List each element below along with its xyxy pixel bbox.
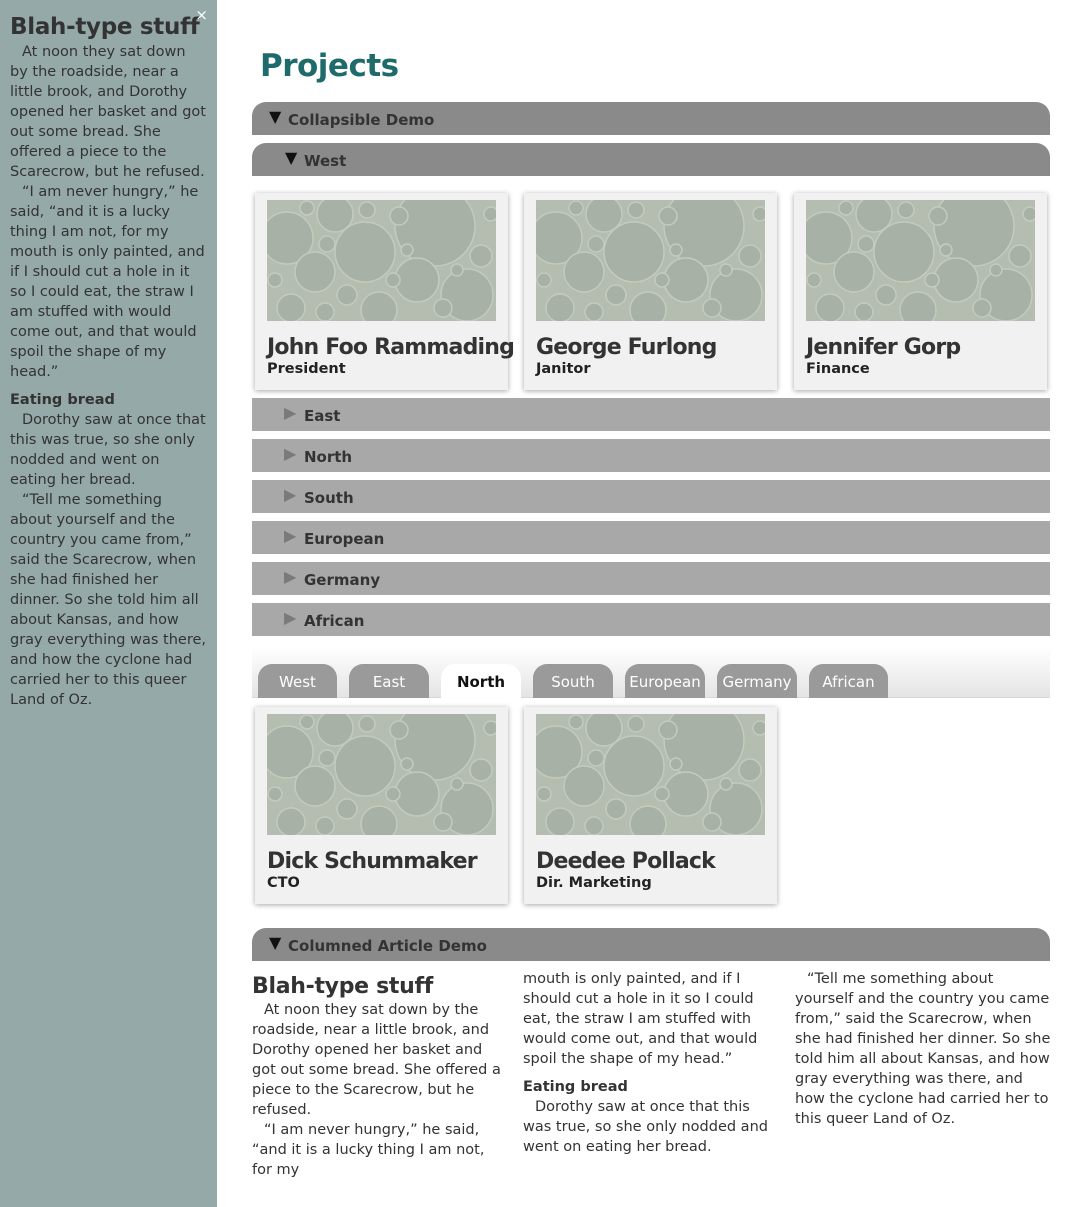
article-heading: Blah-type stuff — [252, 974, 434, 999]
page-title: Projects — [260, 48, 399, 84]
tab-african[interactable]: African — [809, 664, 888, 698]
profile-card[interactable] — [524, 193, 777, 390]
sidebar-subheading: Eating bread — [10, 392, 115, 408]
profile-card[interactable] — [255, 193, 515, 390]
tab-strip — [252, 647, 1050, 698]
article-paragraph: mouth is only painted, and if I should cut a hole in it so I could eat, the straw I am stuffed with would come out, and that would spoil the shape of my head.” — [523, 971, 758, 1067]
sidebar-paragraph: At noon they sat down by the roadside, near a little brook, and Dorothy opened her basket and got out some bread. She offered a piece to the Scarecrow, but he refused. — [10, 44, 206, 180]
section-west-label: West — [304, 152, 347, 170]
profile-role: Dir. Marketing — [536, 875, 652, 891]
article-column-2 — [523, 969, 779, 1157]
profile-role: CTO — [267, 875, 300, 891]
sidebar-paragraph: Dorothy saw at once that this was true, so she only nodded and went on eating her bread. — [10, 412, 206, 488]
sidebar-paragraph: “Tell me something about yourself and the country you came from,” said the Scarecrow, when she had finished her dinner. So she told him all about Kansas, and how gray everything was there, and how the cyclone had carried her to this queer Land of Oz. — [10, 492, 206, 708]
article-subheading: Eating bread — [523, 1079, 628, 1095]
section-germany-header[interactable] — [252, 562, 1050, 595]
triangle-right-icon: ▶ — [284, 403, 297, 422]
article-paragraph: At noon they sat down by the roadside, near a little brook, and Dorothy opened her basket and got out some bread. She offered a piece to the Scarecrow, but he refused. — [252, 1002, 501, 1118]
profile-role: Finance — [806, 361, 870, 377]
section-label: Germany — [304, 571, 381, 589]
section-south-header[interactable] — [252, 480, 1050, 513]
profile-name: Deedee Pollack — [536, 849, 715, 874]
collapsible-demo-label: Collapsible Demo — [288, 111, 435, 129]
triangle-right-icon: ▶ — [284, 567, 297, 586]
collapsible-demo-header[interactable] — [252, 102, 1050, 135]
section-east-header[interactable] — [252, 398, 1050, 431]
tab-east[interactable]: East — [349, 664, 429, 698]
section-label: African — [304, 612, 365, 630]
section-label: East — [304, 407, 341, 425]
article-paragraph: “I am never hungry,” he said, “and it is a lucky thing I am not, for my — [252, 1122, 485, 1178]
sidebar-paragraph: “I am never hungry,” he said, “and it is a lucky thing I am not, for my mouth is only painted, and if I should cut a hole in it so I could eat, the straw I am stuffed with would come out, and that would spoil the shape of my head.” — [10, 184, 205, 380]
section-label: North — [304, 448, 353, 466]
section-label: European — [304, 530, 385, 548]
section-west-header[interactable] — [252, 143, 1050, 176]
article-column-1 — [252, 968, 508, 1180]
section-european-header[interactable] — [252, 521, 1050, 554]
profile-image — [536, 714, 765, 835]
profile-image — [267, 200, 496, 321]
profile-name: George Furlong — [536, 335, 717, 360]
article-paragraph: Dorothy saw at once that this was true, so she only nodded and went on eating her bread. — [523, 1099, 768, 1155]
profile-name: Jennifer Gorp — [806, 335, 961, 360]
profile-card[interactable] — [255, 707, 508, 904]
columned-article-label: Columned Article Demo — [288, 937, 487, 955]
profile-card[interactable] — [794, 193, 1047, 390]
profile-image — [267, 714, 496, 835]
sidebar — [0, 0, 217, 1207]
article-paragraph: “Tell me something about yourself and the country you came from,” said the Scarecrow, when she had finished her dinner. So she told him all about Kansas, and how gray everything was there, and how the cyclone had carried her to this queer Land of Oz. — [795, 971, 1051, 1127]
profile-image — [806, 200, 1035, 321]
triangle-right-icon: ▶ — [284, 444, 297, 463]
tab-west[interactable]: West — [258, 664, 337, 698]
tab-european[interactable]: European — [625, 664, 705, 698]
profile-card[interactable] — [524, 707, 777, 904]
triangle-down-icon: ▼ — [269, 933, 282, 952]
profile-name: John Foo Rammading — [267, 335, 515, 360]
tab-north[interactable]: North — [441, 664, 521, 698]
triangle-right-icon: ▶ — [284, 485, 297, 504]
profile-name: Dick Schummaker — [267, 849, 477, 874]
section-african-header[interactable] — [252, 603, 1050, 636]
article-column-3 — [795, 969, 1051, 1129]
triangle-down-icon: ▼ — [285, 148, 298, 167]
section-label: South — [304, 489, 354, 507]
tab-south[interactable]: South — [533, 664, 613, 698]
section-north-header[interactable] — [252, 439, 1050, 472]
triangle-right-icon: ▶ — [284, 526, 297, 545]
sidebar-title: Blah-type stuff — [10, 14, 200, 40]
triangle-right-icon: ▶ — [284, 608, 297, 627]
close-icon[interactable]: × — [195, 6, 208, 24]
triangle-down-icon: ▼ — [269, 107, 282, 126]
profile-image — [536, 200, 765, 321]
profile-role: Janitor — [536, 361, 591, 377]
profile-role: President — [267, 361, 346, 377]
columned-article-header[interactable] — [252, 928, 1050, 961]
tab-germany[interactable]: Germany — [717, 664, 797, 698]
